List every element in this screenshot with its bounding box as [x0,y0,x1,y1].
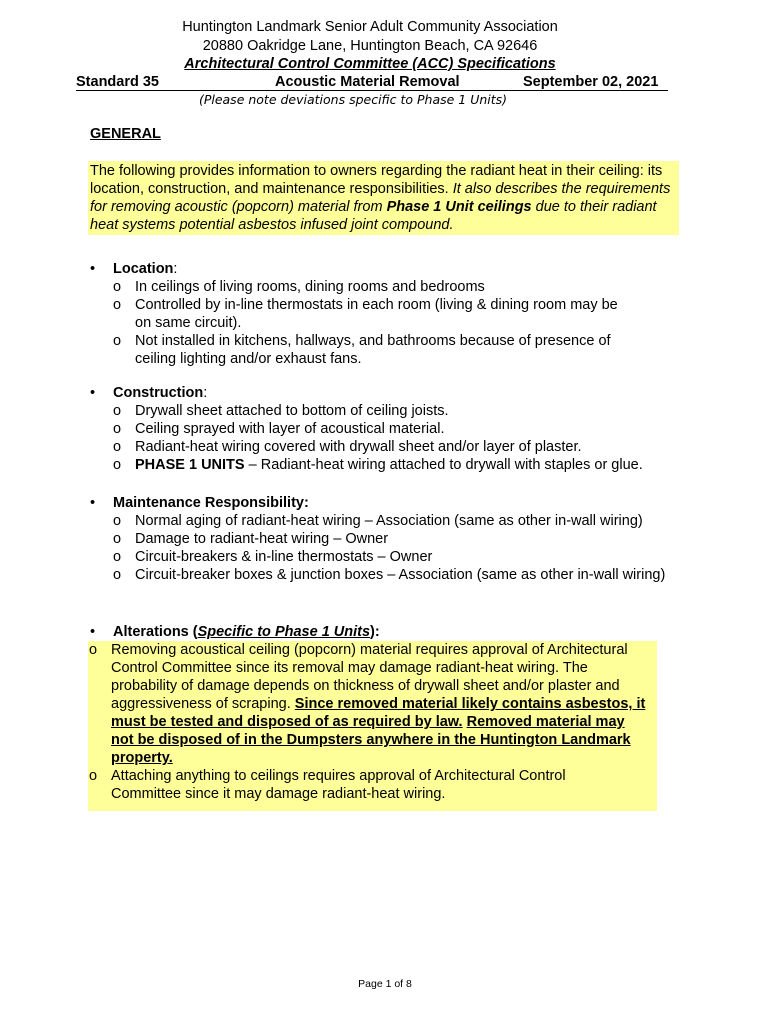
bullet-icon: • [90,495,96,511]
asbestos-warning: Since removed material likely contains asbestos, it must be tested and disposed of as required by law. [111,696,646,730]
section-construction: • Construction: o Drywall sheet attached to bottom of ceiling joists. o Ceiling sprayed with layer of acoustical material. o Radiant-heat wiring covered with drywall sheet and/or layer of plaster. o PHASE 1 UNITS – Radiant-heat wiring attached to drywall with staples or glue. [88,384,688,474]
standard-date: September 02, 2021 [523,74,659,90]
standard-title: Acoustic Material Removal [275,74,460,90]
org-address: 20880 Oakridge Lane, Huntington Beach, CA 92646 [202,38,538,54]
alterations-specific: Specific to Phase 1 Units [197,624,371,640]
alterations-highlight [88,641,657,811]
general-intro [88,161,679,235]
page-number: Page 1 of 8 [358,978,412,990]
phase-note: (Please note deviations specific to Phase 1 Units) [198,92,508,107]
standard-number: Standard 35 [76,74,159,90]
section-alterations: • Alterations (Specific to Phase 1 Units): o Removing acoustical ceiling (popcorn) material requires approval of Architectural Control Committee since its removal may damage radiant-heat wiring. The probability of damage depends on thickness of drywall sheet and/or plaster and aggressiveness of scraping. Since removed material likely contains asbestos, it must be tested and disposed of as required by law. Removed material may not be disposed of in the Dumpsters anywhere in the Huntington Landmark property. o Attaching anything to ceilings requires approval of Architectural Control Committee since it may damage radiant-heat wiring. [88,623,688,811]
list-item: o Ceiling sprayed with layer of acoustical material. [113,421,445,437]
intro-italic-end: due to their radiant heat systems potential asbestos infused joint compound. [90,199,657,233]
standard-line [76,73,668,91]
dumpster-warning: Removed material may not be disposed of in the Dumpsters anywhere in the Huntington Landmark property. [111,714,631,766]
intro-phase-bold: Phase 1 Unit ceilings [386,199,532,215]
general-heading: GENERAL [90,126,161,142]
location-heading: Location [113,261,174,277]
list-item: o Normal aging of radiant-heat wiring – Association (same as other in-wall wiring) [113,513,643,529]
list-item: o Not installed in kitchens, hallways, and bathrooms because of presence of ceiling lighting and/or exhaust fans. [113,333,611,367]
list-item: o Damage to radiant-heat wiring – Owner [113,531,389,547]
org-name: Huntington Landmark Senior Adult Community Association [182,19,558,35]
construction-heading: Construction [113,385,204,401]
section-location: • Location: o In ceilings of living rooms, dining rooms and bedrooms o Controlled by in-line thermostats in each room (living & dining room may be on same circuit). o Not installed in kitchens, hallways, and bathrooms because of presence of ceiling lighting and/or exhaust fans. [88,260,688,368]
section-maintenance [88,494,688,584]
list-item: o Drywall sheet attached to bottom of ceiling joists. [113,403,449,419]
intro-text: The following provides information to owners regarding the radiant heat in their ceiling: its location, construction, and maintenance responsibilities. [90,163,663,197]
list-item: o Circuit-breakers & in-line thermostats – Owner [113,549,433,565]
bullet-icon: • [90,261,96,277]
list-item: o PHASE 1 UNITS – Radiant-heat wiring attached to drywall with staples or glue. [113,457,643,473]
committee-title: Architectural Control Committee (ACC) Specifications [184,56,556,72]
list-item: o Radiant-heat wiring covered with drywall sheet and/or layer of plaster. [113,439,582,455]
alterations-heading: Alterations ( [113,624,198,640]
maintenance-heading: Maintenance Responsibility: [113,495,309,511]
list-item: o Controlled by in-line thermostats in each room (living & dining room may be on same circuit). [113,297,618,331]
list-item: o Attaching anything to ceilings requires approval of Architectural Control Committee since it may damage radiant-heat wiring. [89,768,566,802]
list-item: o Circuit-breaker boxes & junction boxes – Association (same as other in-wall wiring) [113,567,666,583]
intro-italic: It also describes the requirements for removing acoustic (popcorn) material from [90,181,671,215]
list-item: o Removing acoustical ceiling (popcorn) material requires approval of Architectural Control Committee since its removal may damage radiant-heat wiring. The probability of damage depends on thickness of drywall sheet and/or plaster and aggressiveness of scraping. Since removed material likely contains asbestos, it must be tested and disposed of as required by law. Removed material may not be disposed of in the Dumpsters anywhere in the Huntington Landmark property. [89,642,646,766]
bullet-icon: • [90,385,96,401]
list-item: o In ceilings of living rooms, dining rooms and bedrooms [113,279,485,295]
bullet-icon: • [90,624,96,640]
